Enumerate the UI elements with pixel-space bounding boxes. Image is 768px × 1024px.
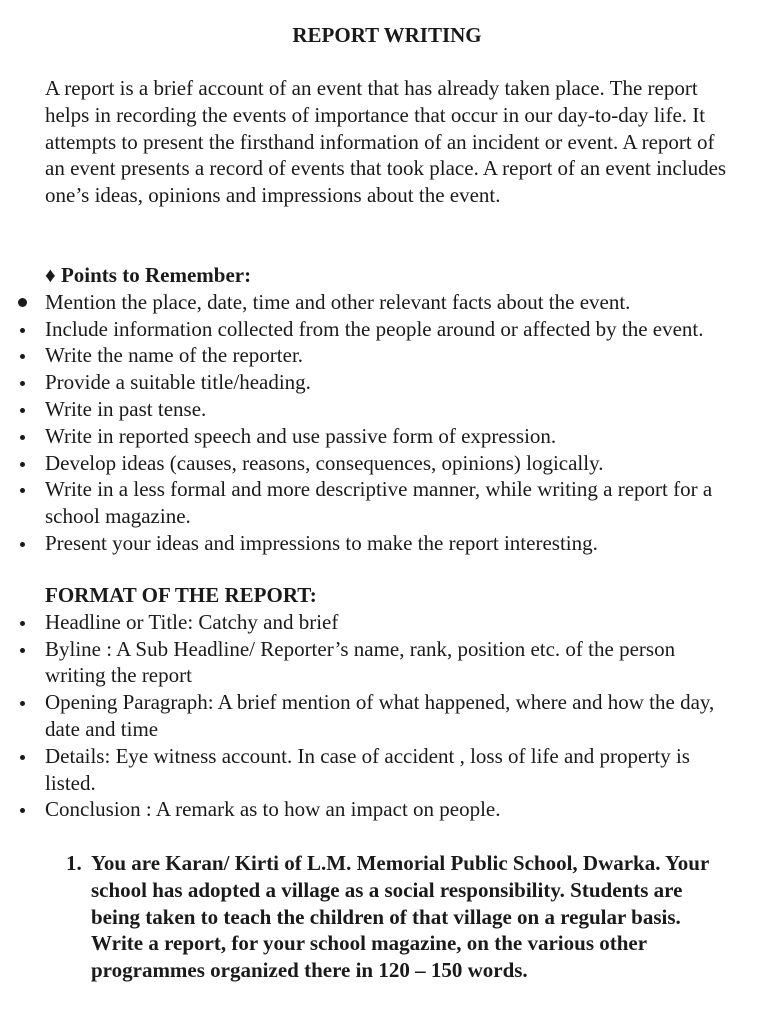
list-item xyxy=(0,609,768,636)
list-item-text: Present your ideas and impressions to make the report interesting. xyxy=(45,530,598,555)
list-item xyxy=(0,476,768,530)
points-heading: ♦ Points to Remember: xyxy=(45,263,252,287)
bullet-icon xyxy=(20,648,25,653)
list-item xyxy=(0,396,768,423)
bullet-icon xyxy=(20,462,25,467)
format-section xyxy=(0,582,768,823)
list-item-text: Write in past tense. xyxy=(45,396,207,421)
list-item xyxy=(0,316,768,343)
list-item-text: Write in reported speech and use passive form of expression. xyxy=(45,423,557,448)
question-item xyxy=(66,850,736,984)
bullet-icon xyxy=(20,701,25,706)
bullet-icon xyxy=(20,381,25,386)
format-list xyxy=(0,609,768,823)
document-title: REPORT WRITING xyxy=(292,23,482,47)
list-item-text: Opening Paragraph: A brief mention of what happened, where and how the day, date and time xyxy=(45,690,715,741)
list-item-text: Conclusion : A remark as to how an impact on people. xyxy=(45,797,501,822)
list-item xyxy=(0,743,768,797)
list-item xyxy=(0,342,768,369)
list-item xyxy=(0,530,768,557)
list-item xyxy=(0,450,768,477)
list-item xyxy=(0,689,768,743)
bullet-icon xyxy=(18,298,27,307)
list-item-text: Byline : A Sub Headline/ Reporter’s name, rank, position etc. of the person writing the report xyxy=(45,636,676,688)
list-item-text: Write in a less formal and more descriptive manner, while writing a report for a school magazine. xyxy=(45,477,713,529)
list-item xyxy=(0,423,768,450)
bullet-icon xyxy=(20,755,25,760)
points-section xyxy=(0,262,768,557)
list-item xyxy=(0,796,768,823)
question-list xyxy=(66,850,736,984)
bullet-icon xyxy=(20,488,25,493)
list-item xyxy=(0,289,768,316)
list-item xyxy=(0,369,768,396)
points-list xyxy=(0,289,768,557)
bullet-icon xyxy=(20,328,25,333)
bullet-icon xyxy=(20,542,25,547)
format-heading: FORMAT OF THE REPORT: xyxy=(45,583,317,607)
bullet-icon xyxy=(20,408,25,413)
list-item-text: Write the name of the reporter. xyxy=(45,343,304,368)
list-item-text: Mention the place, date, time and other relevant facts about the event. xyxy=(45,289,631,314)
intro-paragraph: A report is a brief account of an event that has already taken place. The report helps in recording the events of importance that occur in our day-to-day life. It attempts to present the firsthand information of an incident or event. A report of an event presents a record of events that took place. A report of an event includes one’s ideas, opinions and impressions about the event. xyxy=(45,76,727,208)
list-item-text: Headline or Title: Catchy and brief xyxy=(45,609,339,634)
question-number: 1. xyxy=(66,851,82,875)
bullet-icon xyxy=(20,354,25,359)
list-item xyxy=(0,636,768,690)
list-item-text: Include information collected from the people around or affected by the event. xyxy=(45,316,704,341)
list-item-text: Provide a suitable title/heading. xyxy=(45,370,311,395)
list-item-text: Develop ideas (causes, reasons, consequences, opinions) logically. xyxy=(45,450,604,475)
bullet-icon xyxy=(20,621,25,626)
bullet-icon xyxy=(20,808,25,813)
list-item-text: Details: Eye witness account. In case of accident , loss of life and property is listed. xyxy=(45,743,690,795)
question-text: You are Karan/ Kirti of L.M. Memorial Public School, Dwarka. Your school has adopted a village as a social responsibility. Students are being taken to teach the children of that village on a regular basis. Write a report, for your school magazine, on the various other programmes organized there in 120 – 150 words. xyxy=(91,851,709,983)
bullet-icon xyxy=(20,435,25,440)
